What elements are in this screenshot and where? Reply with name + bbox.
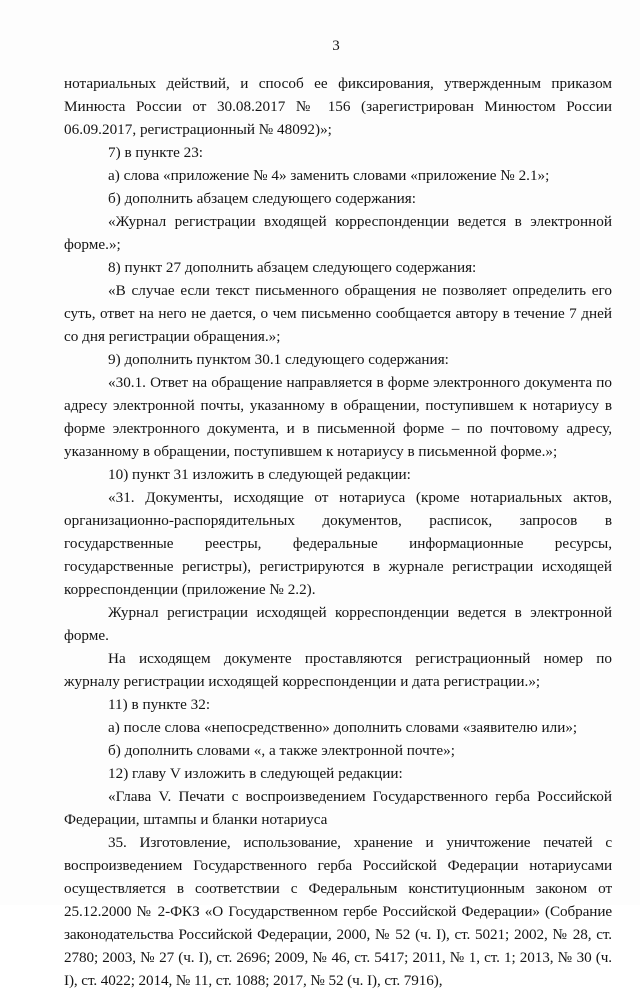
paragraph-2: 7) в пункте 23: <box>108 144 204 161</box>
paragraph-1: нотариальных действий, и способ ее фиксирования, утвержденным приказом Минюста России от 30.08.2017 № 156 (зарегистрирован Минюстом России 06.09.2017, регистрационный № 48092)»; <box>64 75 612 138</box>
paragraph-8: 9) дополнить пунктом 30.1 следующего содержания: <box>108 351 449 368</box>
paragraph-15: а) после слова «непосредственно» дополнить словами «заявителю или»; <box>108 719 578 736</box>
paragraph-9: «30.1. Ответ на обращение направляется в форме электронного документа по адресу электронной почты, указанному в обращении, поступившем к нотариусу в форме электронного документа, и в письменной форме – по почтовому адресу, указанному в обращении, поступившем к нотариусу в письменной форме.»; <box>64 374 612 460</box>
paragraph-14: 11) в пункте 32: <box>108 696 211 713</box>
paragraph-16: б) дополнить словами «, а также электронной почте»; <box>108 742 455 759</box>
paragraph-18: «Глава V. Печати с воспроизведением Государственного герба Российской Федерации, штампы и бланки нотариуса <box>64 788 612 828</box>
paragraph-5: «Журнал регистрации входящей корреспонденции ведется в электронной форме.»; <box>64 213 612 253</box>
page-number: 3 <box>332 38 340 54</box>
paragraph-4: б) дополнить абзацем следующего содержания: <box>108 190 416 207</box>
paragraph-13: На исходящем документе проставляются регистрационный номер по журналу регистрации исходящей корреспонденции и дата регистрации.»; <box>64 650 612 690</box>
paragraph-3: а) слова «приложение № 4» заменить словами «приложение № 2.1»; <box>108 167 550 184</box>
document-body <box>64 72 612 992</box>
paragraph-17: 12) главу V изложить в следующей редакции: <box>108 765 403 782</box>
paragraph-11: «31. Документы, исходящие от нотариуса (кроме нотариальных актов, организационно-распорядительных документов, расписок, запросов в государственные реестры, федеральные информационные ресурсы, государственные регистры), регистрируются в журнале регистрации исходящей корреспонденции (приложение № 2.2). <box>64 489 612 598</box>
paragraph-10: 10) пункт 31 изложить в следующей редакции: <box>108 466 411 483</box>
paragraph-6: 8) пункт 27 дополнить абзацем следующего содержания: <box>108 259 477 276</box>
paragraph-19: 35. Изготовление, использование, хранение и уничтожение печатей с воспроизведением Государственного герба Российской Федерации нотариусами осуществляется в соответствии с Федеральным конституционным законом от 25.12.2000 № 2-ФКЗ «О Государственном гербе Российской Федерации» (Собрание законодательства Российской Федерации, 2000, № 52 (ч. I), ст. 5021; 2002, № 28, ст. 2780; 2003, № 27 (ч. I), ст. 2696; 2009, № 46, ст. 5417; 2011, № 1, ст. 1; 2013, № 30 (ч. I), ст. 4022; 2014, № 11, ст. 1088; 2017, № 52 (ч. I), ст. 7916), <box>64 834 612 989</box>
paragraph-7: «В случае если текст письменного обращения не позволяет определить его суть, ответ на него не дается, о чем письменно сообщается автору в течение 7 дней со дня регистрации обращения.»; <box>64 282 612 345</box>
paragraph-12: Журнал регистрации исходящей корреспонденции ведется в электронной форме. <box>64 604 612 644</box>
